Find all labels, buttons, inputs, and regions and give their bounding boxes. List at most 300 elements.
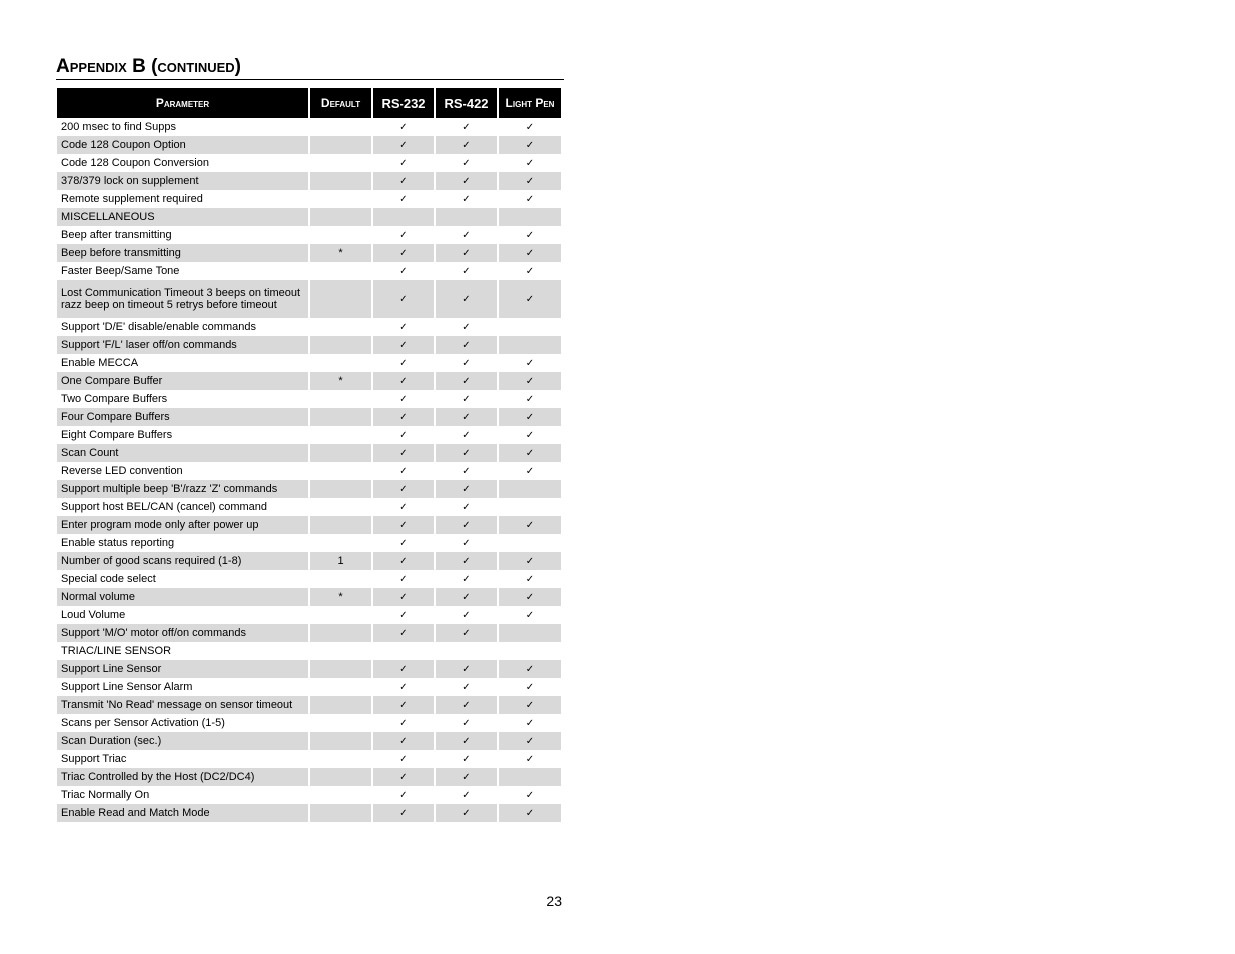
check-mark-icon: ✓ xyxy=(462,340,471,351)
light-pen-cell xyxy=(499,660,561,678)
column-header-rs422: RS-422 xyxy=(436,88,497,118)
check-mark-icon: ✓ xyxy=(399,700,408,711)
light-pen-cell xyxy=(499,606,561,624)
rs422-cell xyxy=(436,426,497,444)
check-mark-icon: ✓ xyxy=(462,266,471,277)
table-row xyxy=(57,534,561,552)
rs232-cell xyxy=(373,118,434,136)
default-cell xyxy=(310,408,371,426)
parameter-cell: One Compare Buffer xyxy=(57,372,308,390)
default-cell xyxy=(310,696,371,714)
parameter-cell: Scans per Sensor Activation (1-5) xyxy=(61,717,225,729)
check-mark-icon: ✓ xyxy=(399,122,408,133)
light-pen-cell xyxy=(499,786,561,804)
rs232-cell xyxy=(373,136,434,154)
page-number: 23 xyxy=(546,893,562,909)
check-mark-icon: ✓ xyxy=(399,610,408,621)
check-mark-icon: ✓ xyxy=(399,574,408,585)
parameter-cell: Scan Count xyxy=(57,444,308,462)
table-row xyxy=(57,208,561,226)
column-header-light-pen: Light Pen xyxy=(499,88,561,118)
table-row xyxy=(57,444,561,462)
check-mark-icon: ✓ xyxy=(525,176,535,187)
light-pen-cell xyxy=(499,318,561,336)
parameter-cell: Support host BEL/CAN (cancel) command xyxy=(61,501,268,513)
table-row xyxy=(57,244,561,262)
default-cell xyxy=(310,624,371,642)
check-mark-icon: ✓ xyxy=(399,340,408,351)
rs422-cell xyxy=(436,534,497,552)
default-cell: * xyxy=(310,372,371,390)
check-mark-icon: ✓ xyxy=(399,376,408,387)
rs232-cell xyxy=(373,678,434,696)
column-header-rs232: RS-232 xyxy=(373,88,434,118)
rs232-cell xyxy=(373,372,434,390)
check-mark-icon: ✓ xyxy=(525,682,535,693)
default-cell xyxy=(310,426,371,444)
parameter-cell: Lost Communication Timeout 3 beeps on timeout razz beep on timeout 5 retrys before timeout xyxy=(57,280,308,318)
default-cell: * xyxy=(310,588,371,606)
rs232-cell xyxy=(373,336,434,354)
light-pen-cell xyxy=(499,804,561,822)
check-mark-icon: ✓ xyxy=(462,502,471,513)
light-pen-cell xyxy=(499,354,561,372)
table-row xyxy=(57,354,561,372)
check-mark-icon: ✓ xyxy=(399,502,408,513)
default-cell xyxy=(310,444,371,462)
check-mark-icon: ✓ xyxy=(525,430,535,441)
check-mark-icon: ✓ xyxy=(399,176,408,187)
parameter-cell: Scan Duration (sec.) xyxy=(57,732,308,750)
default-cell xyxy=(310,190,371,208)
parameter-cell: Number of good scans required (1-8) xyxy=(57,552,308,570)
rs422-cell xyxy=(436,262,497,280)
rs422-cell xyxy=(436,118,497,136)
parameter-cell: Support Line Sensor Alarm xyxy=(61,681,193,693)
rs422-cell xyxy=(436,678,497,696)
table-row xyxy=(57,570,561,588)
check-mark-icon: ✓ xyxy=(462,700,471,711)
table-row xyxy=(57,804,561,822)
table-row xyxy=(57,408,561,426)
check-mark-icon: ✓ xyxy=(399,772,408,783)
check-mark-icon: ✓ xyxy=(525,718,535,729)
default-cell xyxy=(310,786,371,804)
light-pen-cell xyxy=(499,226,561,244)
table-row xyxy=(57,750,561,768)
check-mark-icon: ✓ xyxy=(462,772,471,783)
light-pen-cell xyxy=(499,262,561,280)
rs422-cell xyxy=(436,172,497,190)
check-mark-icon: ✓ xyxy=(399,754,408,765)
check-mark-icon: ✓ xyxy=(525,266,535,277)
rs422-cell xyxy=(436,696,497,714)
check-mark-icon: ✓ xyxy=(462,158,471,169)
light-pen-cell xyxy=(499,462,561,480)
rs422-cell xyxy=(436,714,497,732)
check-mark-icon: ✓ xyxy=(462,140,471,151)
parameter-cell: Remote supplement required xyxy=(61,193,203,205)
light-pen-cell xyxy=(499,336,561,354)
table-row xyxy=(57,714,561,732)
default-cell: * xyxy=(310,244,371,262)
rs422-cell xyxy=(436,768,497,786)
rs232-cell xyxy=(373,642,434,660)
rs232-cell xyxy=(373,588,434,606)
check-mark-icon: ✓ xyxy=(462,754,471,765)
check-mark-icon: ✓ xyxy=(462,736,471,747)
check-mark-icon: ✓ xyxy=(462,592,471,603)
table-row xyxy=(57,336,561,354)
rs232-cell xyxy=(373,208,434,226)
table-row xyxy=(57,226,561,244)
table-header-row xyxy=(57,88,561,118)
light-pen-cell xyxy=(499,118,561,136)
light-pen-cell xyxy=(499,372,561,390)
check-mark-icon: ✓ xyxy=(525,448,535,459)
default-cell xyxy=(310,606,371,624)
default-cell xyxy=(310,172,371,190)
check-mark-icon: ✓ xyxy=(462,484,471,495)
rs422-cell xyxy=(436,516,497,534)
check-mark-icon: ✓ xyxy=(462,682,471,693)
default-cell xyxy=(310,336,371,354)
light-pen-cell xyxy=(499,570,561,588)
default-cell xyxy=(310,750,371,768)
parameter-cell: Faster Beep/Same Tone xyxy=(61,265,180,277)
parameter-cell: Reverse LED convention xyxy=(61,465,183,477)
check-mark-icon: ✓ xyxy=(399,664,408,675)
check-mark-icon: ✓ xyxy=(399,294,408,305)
light-pen-cell xyxy=(499,588,561,606)
light-pen-cell xyxy=(499,768,561,786)
parameter-cell: Beep after transmitting xyxy=(61,229,172,241)
check-mark-icon: ✓ xyxy=(399,140,408,151)
default-cell xyxy=(310,534,371,552)
light-pen-cell xyxy=(499,498,561,516)
check-mark-icon: ✓ xyxy=(399,230,408,241)
rs422-cell xyxy=(436,462,497,480)
rs232-cell xyxy=(373,390,434,408)
check-mark-icon: ✓ xyxy=(525,294,535,305)
check-mark-icon: ✓ xyxy=(399,448,408,459)
check-mark-icon: ✓ xyxy=(399,718,408,729)
table-row xyxy=(57,172,561,190)
default-cell xyxy=(310,118,371,136)
default-cell: 1 xyxy=(310,552,371,570)
check-mark-icon: ✓ xyxy=(462,574,471,585)
column-header-parameter: Parameter xyxy=(57,88,308,118)
check-mark-icon: ✓ xyxy=(462,394,471,405)
default-cell xyxy=(310,678,371,696)
rs232-cell xyxy=(373,244,434,262)
rs232-cell xyxy=(373,606,434,624)
rs422-cell xyxy=(436,588,497,606)
light-pen-cell xyxy=(499,280,561,318)
light-pen-cell xyxy=(499,624,561,642)
rs422-cell xyxy=(436,642,497,660)
parameter-cell: Support 'F/L' laser off/on commands xyxy=(57,336,308,354)
light-pen-cell xyxy=(499,552,561,570)
parameter-table xyxy=(55,88,563,822)
default-cell xyxy=(310,262,371,280)
light-pen-cell xyxy=(499,208,561,226)
light-pen-cell xyxy=(499,390,561,408)
rs422-cell xyxy=(436,336,497,354)
rs422-cell xyxy=(436,190,497,208)
rs232-cell xyxy=(373,408,434,426)
rs232-cell xyxy=(373,462,434,480)
default-cell xyxy=(310,804,371,822)
check-mark-icon: ✓ xyxy=(462,294,471,305)
check-mark-icon: ✓ xyxy=(399,412,408,423)
table-row xyxy=(57,462,561,480)
check-mark-icon: ✓ xyxy=(525,736,535,747)
default-cell xyxy=(310,516,371,534)
rs422-cell xyxy=(436,624,497,642)
check-mark-icon: ✓ xyxy=(525,248,535,259)
light-pen-cell xyxy=(499,732,561,750)
check-mark-icon: ✓ xyxy=(399,194,408,205)
rs422-cell xyxy=(436,786,497,804)
parameter-cell: Enable Read and Match Mode xyxy=(57,804,308,822)
rs422-cell xyxy=(436,552,497,570)
light-pen-cell xyxy=(499,244,561,262)
table-row xyxy=(57,262,561,280)
rs232-cell xyxy=(373,226,434,244)
check-mark-icon: ✓ xyxy=(462,358,471,369)
parameter-cell: Beep before transmitting xyxy=(57,244,308,262)
check-mark-icon: ✓ xyxy=(525,808,535,819)
check-mark-icon: ✓ xyxy=(462,230,471,241)
rs232-cell xyxy=(373,768,434,786)
rs422-cell xyxy=(436,570,497,588)
light-pen-cell xyxy=(499,136,561,154)
rs422-cell xyxy=(436,226,497,244)
check-mark-icon: ✓ xyxy=(462,376,471,387)
rs232-cell xyxy=(373,172,434,190)
rs422-cell xyxy=(436,372,497,390)
check-mark-icon: ✓ xyxy=(399,628,408,639)
table-row xyxy=(57,118,561,136)
parameter-cell: Support Line Sensor xyxy=(57,660,308,678)
parameter-cell: Special code select xyxy=(61,573,156,585)
rs422-cell xyxy=(436,408,497,426)
check-mark-icon: ✓ xyxy=(462,430,471,441)
parameter-cell: TRIAC/LINE SENSOR xyxy=(61,645,172,657)
parameter-cell: Triac Normally On xyxy=(61,789,150,801)
parameter-cell: 378/379 lock on supplement xyxy=(57,172,308,190)
light-pen-cell xyxy=(499,696,561,714)
table-row xyxy=(57,624,561,642)
parameter-cell: Support 'M/O' motor off/on commands xyxy=(57,624,308,642)
check-mark-icon: ✓ xyxy=(525,394,535,405)
light-pen-cell xyxy=(499,408,561,426)
parameter-cell: Enter program mode only after power up xyxy=(57,516,308,534)
check-mark-icon: ✓ xyxy=(399,358,408,369)
table-row xyxy=(57,696,561,714)
parameter-cell: Enable MECCA xyxy=(61,357,139,369)
default-cell xyxy=(310,136,371,154)
check-mark-icon: ✓ xyxy=(462,556,471,567)
check-mark-icon: ✓ xyxy=(399,592,408,603)
rs232-cell xyxy=(373,714,434,732)
light-pen-cell xyxy=(499,534,561,552)
parameter-cell: Code 128 Coupon Option xyxy=(57,136,308,154)
rs422-cell xyxy=(436,804,497,822)
check-mark-icon: ✓ xyxy=(525,376,535,387)
column-header-default: Default xyxy=(310,88,371,118)
check-mark-icon: ✓ xyxy=(525,664,535,675)
rs232-cell xyxy=(373,696,434,714)
table-row xyxy=(57,390,561,408)
check-mark-icon: ✓ xyxy=(462,628,471,639)
light-pen-cell xyxy=(499,750,561,768)
table-row xyxy=(57,660,561,678)
rs422-cell xyxy=(436,390,497,408)
rs232-cell xyxy=(373,498,434,516)
table-row xyxy=(57,318,561,336)
check-mark-icon: ✓ xyxy=(399,736,408,747)
check-mark-icon: ✓ xyxy=(525,412,535,423)
parameter-cell: 200 msec to find Supps xyxy=(61,121,176,133)
rs422-cell xyxy=(436,154,497,172)
parameter-cell: Transmit 'No Read' message on sensor timeout xyxy=(57,696,308,714)
parameter-cell: Normal volume xyxy=(57,588,308,606)
rs422-cell xyxy=(436,354,497,372)
check-mark-icon: ✓ xyxy=(399,158,408,169)
light-pen-cell xyxy=(499,172,561,190)
table-row xyxy=(57,642,561,660)
check-mark-icon: ✓ xyxy=(462,412,471,423)
check-mark-icon: ✓ xyxy=(525,194,535,205)
check-mark-icon: ✓ xyxy=(525,122,535,133)
rs422-cell xyxy=(436,208,497,226)
light-pen-cell xyxy=(499,190,561,208)
rs232-cell xyxy=(373,552,434,570)
light-pen-cell xyxy=(499,678,561,696)
check-mark-icon: ✓ xyxy=(462,610,471,621)
rs232-cell xyxy=(373,804,434,822)
check-mark-icon: ✓ xyxy=(462,322,471,333)
check-mark-icon: ✓ xyxy=(399,322,408,333)
check-mark-icon: ✓ xyxy=(399,466,408,477)
check-mark-icon: ✓ xyxy=(399,394,408,405)
check-mark-icon: ✓ xyxy=(462,448,471,459)
check-mark-icon: ✓ xyxy=(399,790,408,801)
rs232-cell xyxy=(373,624,434,642)
check-mark-icon: ✓ xyxy=(399,538,408,549)
table-row xyxy=(57,606,561,624)
rs422-cell xyxy=(436,732,497,750)
table-row xyxy=(57,552,561,570)
check-mark-icon: ✓ xyxy=(462,520,471,531)
rs422-cell xyxy=(436,480,497,498)
rs422-cell xyxy=(436,660,497,678)
table-row xyxy=(57,372,561,390)
check-mark-icon: ✓ xyxy=(525,466,535,477)
table-row xyxy=(57,480,561,498)
rs232-cell xyxy=(373,750,434,768)
check-mark-icon: ✓ xyxy=(525,574,535,585)
default-cell xyxy=(310,154,371,172)
check-mark-icon: ✓ xyxy=(525,700,535,711)
check-mark-icon: ✓ xyxy=(399,808,408,819)
check-mark-icon: ✓ xyxy=(399,682,408,693)
default-cell xyxy=(310,318,371,336)
check-mark-icon: ✓ xyxy=(399,266,408,277)
default-cell xyxy=(310,768,371,786)
check-mark-icon: ✓ xyxy=(525,610,535,621)
default-cell xyxy=(310,280,371,318)
default-cell xyxy=(310,660,371,678)
check-mark-icon: ✓ xyxy=(462,538,471,549)
default-cell xyxy=(310,462,371,480)
rs422-cell xyxy=(436,750,497,768)
check-mark-icon: ✓ xyxy=(399,248,408,259)
check-mark-icon: ✓ xyxy=(462,466,471,477)
light-pen-cell xyxy=(499,426,561,444)
default-cell xyxy=(310,732,371,750)
check-mark-icon: ✓ xyxy=(462,664,471,675)
default-cell xyxy=(310,390,371,408)
check-mark-icon: ✓ xyxy=(525,592,535,603)
parameter-cell: Enable status reporting xyxy=(61,537,175,549)
default-cell xyxy=(310,480,371,498)
default-cell xyxy=(310,498,371,516)
rs232-cell xyxy=(373,154,434,172)
check-mark-icon: ✓ xyxy=(525,556,535,567)
parameter-cell: Loud Volume xyxy=(61,609,126,621)
parameter-cell: Eight Compare Buffers xyxy=(61,429,173,441)
parameter-cell: Triac Controlled by the Host (DC2/DC4) xyxy=(57,768,308,786)
check-mark-icon: ✓ xyxy=(399,556,408,567)
check-mark-icon: ✓ xyxy=(462,122,471,133)
table-row xyxy=(57,588,561,606)
parameter-cell: Two Compare Buffers xyxy=(61,393,168,405)
check-mark-icon: ✓ xyxy=(525,790,535,801)
check-mark-icon: ✓ xyxy=(525,520,535,531)
check-mark-icon: ✓ xyxy=(462,248,471,259)
table-row xyxy=(57,516,561,534)
rs232-cell xyxy=(373,732,434,750)
parameter-cell: Four Compare Buffers xyxy=(57,408,308,426)
rs232-cell xyxy=(373,480,434,498)
rs422-cell xyxy=(436,606,497,624)
check-mark-icon: ✓ xyxy=(399,520,408,531)
table-row xyxy=(57,154,561,172)
rs422-cell xyxy=(436,244,497,262)
check-mark-icon: ✓ xyxy=(525,230,535,241)
check-mark-icon: ✓ xyxy=(462,808,471,819)
rs232-cell xyxy=(373,262,434,280)
parameter-cell: Support 'D/E' disable/enable commands xyxy=(61,321,256,333)
rs232-cell xyxy=(373,660,434,678)
parameter-cell: Support multiple beep 'B'/razz 'Z' commands xyxy=(57,480,308,498)
table-row xyxy=(57,190,561,208)
rs422-cell xyxy=(436,136,497,154)
parameter-cell: Support Triac xyxy=(61,753,127,765)
default-cell xyxy=(310,642,371,660)
rs422-cell xyxy=(436,318,497,336)
rs232-cell xyxy=(373,570,434,588)
rs422-cell xyxy=(436,444,497,462)
table-row xyxy=(57,498,561,516)
table-row xyxy=(57,136,561,154)
light-pen-cell xyxy=(499,714,561,732)
default-cell xyxy=(310,714,371,732)
check-mark-icon: ✓ xyxy=(525,140,535,151)
